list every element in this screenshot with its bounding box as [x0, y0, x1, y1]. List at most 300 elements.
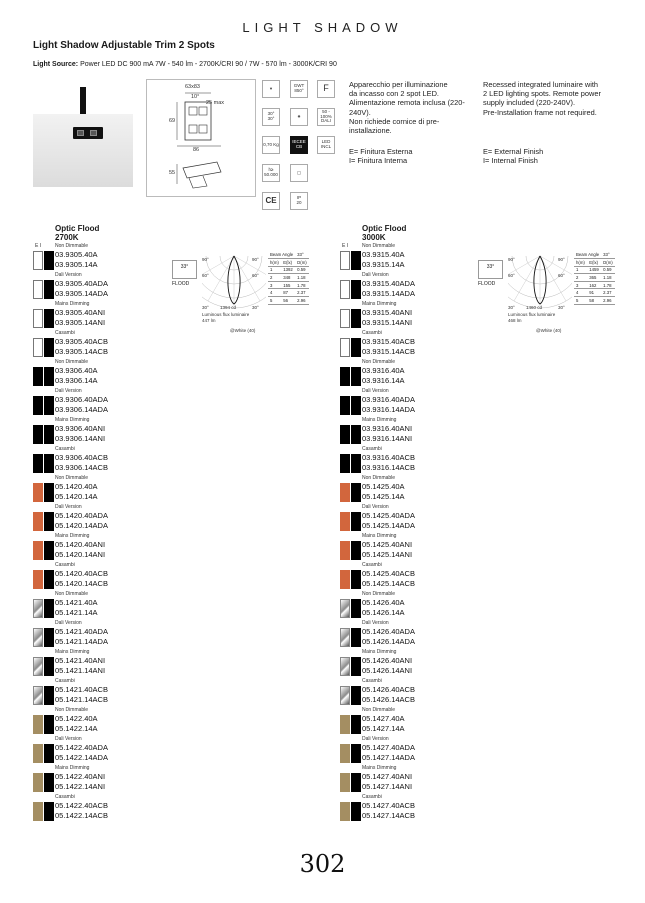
table-row [574, 281, 615, 289]
finish-external-swatch [33, 657, 43, 676]
finish-internal-swatch [44, 454, 54, 473]
light-source-label: Light Source: [33, 61, 79, 68]
angle-60-right: 60° [558, 273, 565, 278]
table-cell: 2.96 [601, 297, 615, 305]
product-code: 05.1426.14ANI [362, 665, 413, 675]
optic-title: Optic Flood [362, 224, 407, 233]
version-label: Mains Dimming [55, 417, 90, 423]
version-label: Mains Dimming [55, 649, 90, 655]
finish-internal-swatch [351, 541, 361, 560]
table-row [268, 297, 309, 305]
product-code: 05.1421.40ANI [55, 656, 106, 665]
version-label: Casambi [55, 678, 75, 684]
version-label: Casambi [362, 562, 382, 568]
finish-external-swatch [340, 454, 350, 473]
version-label: Dali Version [55, 388, 82, 394]
ip-label: IP [296, 195, 302, 201]
product-code: 05.1425.40ANI [362, 540, 413, 549]
finish-internal-swatch [44, 425, 54, 444]
version-label: Non Dimmable [55, 707, 89, 713]
lifetime-icon: h≥ 50.000 [262, 164, 280, 182]
product-code: 05.1420.14ANI [55, 549, 106, 559]
table-cell: 0.59 [601, 266, 615, 274]
product-code: 05.1421.14ANI [55, 665, 106, 675]
product-code: 03.9316.40ANI [362, 424, 413, 433]
version-label: Dali Version [362, 620, 389, 626]
product-code: 05.1426.40ANI [362, 656, 413, 665]
product-code: 03.9316.40A [362, 366, 405, 375]
version-label: Dali Version [55, 272, 82, 278]
finish-internal-swatch [351, 599, 361, 618]
finish-internal-swatch [44, 657, 54, 676]
product-code: 03.9306.40A [55, 366, 98, 375]
technical-drawing [146, 79, 256, 197]
product-code: 05.1422.40ANI [55, 772, 106, 781]
polar-diagram [478, 250, 645, 360]
product-code: 05.1422.40A [55, 714, 98, 723]
version-label: Non Dimmable [55, 243, 89, 249]
version-label: Non Dimmable [362, 243, 396, 249]
optic-title: Optic Flood [55, 224, 100, 233]
finish-external-swatch [340, 541, 350, 560]
version-label: Dali Version [55, 620, 82, 626]
product-code: 03.9306.14ADA [55, 404, 108, 414]
finish-internal-swatch [351, 338, 361, 357]
version-label: Casambi [55, 446, 75, 452]
product-code: 05.1421.14A [55, 607, 98, 617]
cct-title: 2700K [55, 233, 79, 242]
table-row [574, 289, 615, 297]
finish-external-swatch [340, 512, 350, 531]
finish-external-swatch [340, 715, 350, 734]
photo-fixture [73, 127, 103, 139]
angle-30-right: 30° [558, 305, 565, 310]
finish-internal-swatch [44, 715, 54, 734]
table-cell: 4 [268, 289, 281, 297]
beam-tag: 33° [478, 260, 503, 279]
dim-cut: 55 [169, 170, 176, 176]
product-code: 05.1426.14ACB [362, 694, 415, 704]
finish-external-swatch [33, 541, 43, 560]
dim-height: 69 [169, 118, 176, 124]
finish-external-swatch [340, 744, 350, 763]
polar-spoke [514, 256, 540, 301]
product-code: 03.9305.14ANI [55, 317, 106, 327]
finish-external-swatch [33, 686, 43, 705]
table-cell: 1.18 [295, 274, 309, 282]
version-label: Dali Version [55, 736, 82, 742]
product-code: 05.1420.14A [55, 491, 98, 501]
product-code: 05.1420.14ACB [55, 578, 108, 588]
product-code: 05.1426.40A [362, 598, 405, 607]
version-label: Mains Dimming [362, 533, 397, 539]
product-code: 03.9306.14ACB [55, 462, 108, 472]
polar-spoke [540, 256, 566, 301]
beam-angle-row [268, 251, 309, 259]
beam-angle-value: 33° [295, 251, 309, 259]
finish-internal-swatch [44, 251, 54, 270]
product-code: 05.1420.40ANI [55, 540, 106, 549]
product-code: 03.9316.14ADA [362, 404, 415, 414]
version-label: Mains Dimming [55, 765, 90, 771]
product-code: 05.1421.40ACB [55, 685, 108, 694]
finish-external-swatch [33, 425, 43, 444]
version-label: Non Dimmable [362, 707, 396, 713]
angle-a: 30° [267, 111, 275, 117]
product-photo [33, 87, 133, 187]
product-code: 05.1422.40ACB [55, 801, 108, 810]
product-code: 05.1427.14ACB [362, 810, 415, 820]
product-code: 03.9315.14ANI [362, 317, 413, 327]
polar-curve [508, 254, 572, 310]
product-code: 03.9305.40A [55, 250, 98, 259]
finish-legend-en: E= External Finish I= Internal Finish [483, 147, 544, 166]
table-cell: 5 [268, 297, 281, 305]
beam-angle-label: Beam Angle [270, 252, 294, 258]
product-code: 03.9315.40A [362, 250, 405, 259]
table-header-cell: D(m) [297, 259, 307, 265]
product-code: 05.1426.40ADA [362, 627, 415, 636]
finish-external-swatch [340, 628, 350, 647]
table-cell: 3 [574, 281, 587, 289]
version-label: Casambi [55, 562, 75, 568]
product-code: 05.1420.14ADA [55, 520, 108, 530]
adjustable-icon: ✷ [290, 108, 308, 126]
driver-icon: ▢ [290, 164, 308, 182]
angle-90-right: 90° [252, 257, 259, 262]
version-label: Mains Dimming [55, 533, 90, 539]
ip-rating-icon [290, 192, 308, 210]
table-header-cell: h(m) [268, 259, 281, 267]
flux-label: Luminous flux luminaire [202, 312, 250, 317]
version-label: Non Dimmable [55, 475, 89, 481]
finish-external-swatch [33, 802, 43, 821]
finish-internal-swatch [351, 773, 361, 792]
product-code: 03.9316.40ACB [362, 453, 415, 462]
finish-external-swatch [340, 309, 350, 328]
finish-external-swatch [340, 483, 350, 502]
table-header-cell: E(lx) [587, 259, 601, 267]
angle-30-left: 30° [202, 305, 209, 310]
brand-title: LIGHT SHADOW [242, 20, 403, 35]
table-row [268, 274, 309, 282]
finish-internal-swatch [351, 251, 361, 270]
page-number: 302 [299, 850, 346, 878]
version-label: Mains Dimming [55, 301, 90, 307]
version-label: Casambi [362, 330, 382, 336]
finish-external-swatch [33, 309, 43, 328]
finish-internal-swatch [44, 744, 54, 763]
beam-angle-label: Beam Angle [576, 252, 600, 258]
product-code: 05.1426.14A [362, 607, 405, 617]
table-cell: 162 [587, 281, 601, 289]
table-header-cell: E(lx) [281, 259, 295, 267]
table-cell: 348 [281, 274, 295, 282]
flux-label: Luminous flux luminaire [508, 312, 556, 317]
flux-value: 447 lm [202, 318, 216, 323]
description-it: Apparecchio per illuminazione da incasso con 2 spot LED. Alimentazione remota inclusa (220- 240V). Non richiede cornice di pre- installazione. [349, 80, 465, 136]
finish-internal-swatch [351, 570, 361, 589]
product-code: 03.9305.14ACB [55, 346, 108, 356]
product-code: 03.9316.40ADA [362, 395, 415, 404]
table-cell: 1392 [281, 266, 295, 274]
finish-external-swatch [33, 715, 43, 734]
product-code: 05.1426.40ACB [362, 685, 415, 694]
table-header-row [574, 259, 615, 267]
polar-curve [202, 254, 266, 310]
finish-external-swatch [340, 570, 350, 589]
product-code: 05.1427.40ANI [362, 772, 413, 781]
photo-ceiling [33, 114, 133, 187]
product-code: 03.9316.14ANI [362, 433, 413, 443]
finish-ei-header: E I [342, 243, 349, 249]
finish-external-swatch [33, 512, 43, 531]
beam-tag: 33° [172, 260, 197, 279]
product-code: 03.9305.40ANI [55, 308, 106, 317]
light-source [33, 61, 337, 68]
beam-angle-row [574, 251, 615, 259]
product-code: 05.1427.14A [362, 723, 405, 733]
finish-external-swatch [340, 599, 350, 618]
product-code: 03.9306.40ADA [55, 395, 108, 404]
table-cell: 2 [574, 274, 587, 282]
product-code: 03.9306.14ANI [55, 433, 106, 443]
table-cell: 1459 [587, 266, 601, 274]
finish-external-swatch [340, 396, 350, 415]
finish-external-swatch [33, 744, 43, 763]
finish-external-swatch [33, 570, 43, 589]
product-code: 03.9315.40ACB [362, 337, 415, 346]
version-label: Casambi [55, 794, 75, 800]
table-cell: 56 [281, 297, 295, 305]
table-cell: 91 [587, 289, 601, 297]
product-code: 05.1425.14A [362, 491, 405, 501]
table-cell: 155 [281, 281, 295, 289]
table-cell: 1 [268, 266, 281, 274]
product-code: 05.1422.14A [55, 723, 98, 733]
finish-internal-swatch [351, 802, 361, 821]
product-code: 05.1425.40A [362, 482, 405, 491]
version-label: Non Dimmable [362, 359, 396, 365]
finish-internal-swatch [351, 425, 361, 444]
product-code: 03.9316.14ACB [362, 462, 415, 472]
finish-external-swatch [340, 338, 350, 357]
dim-max: 25 max [206, 100, 225, 106]
table-row [268, 289, 309, 297]
led-included-icon: LED INCL [317, 136, 335, 154]
finish-external-swatch [33, 280, 43, 299]
table-cell: 4 [574, 289, 587, 297]
table-cell: 1 [574, 266, 587, 274]
finish-internal-swatch [44, 599, 54, 618]
product-code: 05.1422.40ADA [55, 743, 108, 752]
version-label: Dali Version [362, 272, 389, 278]
version-label: Mains Dimming [362, 301, 397, 307]
product-code: 05.1422.14ACB [55, 810, 108, 820]
dim-top: 63x83 [185, 84, 200, 90]
illuminance-table [268, 251, 309, 305]
product-code: 05.1425.14ANI [362, 549, 413, 559]
product-code: 05.1425.40ADA [362, 511, 415, 520]
finish-internal-swatch [351, 483, 361, 502]
version-label: Mains Dimming [362, 765, 397, 771]
table-row [574, 297, 615, 305]
dimming-icon: 50 - 100% DALI [317, 108, 335, 126]
gwt-icon: GWT 850° [290, 80, 308, 98]
table-cell: 0.59 [295, 266, 309, 274]
finish-external-swatch [33, 599, 43, 618]
product-code: 05.1420.40ADA [55, 511, 108, 520]
finish-internal-swatch [44, 396, 54, 415]
angle-b: 30° [267, 116, 275, 121]
table-header-row [268, 259, 309, 267]
product-code: 03.9306.40ANI [55, 424, 106, 433]
description-en: Recessed integrated luminaire with 2 LED lighting spots. Remote power supply included (220-240V). Pre-Installation frame not required. [483, 80, 601, 117]
table-row [574, 266, 615, 274]
finish-internal-swatch [351, 512, 361, 531]
finish-internal-swatch [44, 512, 54, 531]
table-cell: 2.37 [601, 289, 615, 297]
beam-angle-icon [262, 108, 280, 126]
finish-external-swatch [33, 251, 43, 270]
finish-external-swatch [33, 454, 43, 473]
finish-external-swatch [33, 628, 43, 647]
product-code: 03.9305.14ADA [55, 288, 108, 298]
table-cell: 1.18 [601, 274, 615, 282]
table-row [574, 274, 615, 282]
finish-internal-swatch [44, 686, 54, 705]
angle-60-right: 60° [252, 273, 259, 278]
product-code: 03.9315.14ADA [362, 288, 415, 298]
weight-icon: 0,70 Kg [262, 136, 280, 154]
finish-internal-swatch [351, 657, 361, 676]
version-label: Dali Version [362, 388, 389, 394]
finish-external-swatch [340, 686, 350, 705]
flood-label: FLOOD [172, 281, 190, 287]
table-cell: 3 [268, 281, 281, 289]
table-cell: 2 [268, 274, 281, 282]
ip-value: 20 [296, 200, 302, 205]
finish-external-swatch [340, 802, 350, 821]
product-code: 05.1425.14ADA [362, 520, 415, 530]
product-code: 03.9315.14A [362, 259, 405, 269]
angle-60-left: 60° [202, 273, 209, 278]
white-label: @White (40) [536, 328, 562, 333]
polar-spoke [208, 256, 234, 301]
version-label: Mains Dimming [362, 417, 397, 423]
product-code: 05.1422.14ANI [55, 781, 106, 791]
product-code: 03.9306.14A [55, 375, 98, 385]
product-code: 03.9305.40ADA [55, 279, 108, 288]
finish-internal-swatch [351, 744, 361, 763]
angle-30-right: 30° [252, 305, 259, 310]
product-code: 03.9315.14ACB [362, 346, 415, 356]
product-code: 05.1426.14ADA [362, 636, 415, 646]
finish-internal-swatch [44, 483, 54, 502]
product-code: 03.9315.40ANI [362, 308, 413, 317]
product-code: 03.9316.14A [362, 375, 405, 385]
finish-external-swatch [340, 773, 350, 792]
ce-icon: CE [262, 192, 280, 210]
table-cell: 2.37 [295, 289, 309, 297]
finish-external-swatch [340, 251, 350, 270]
finish-internal-swatch [44, 570, 54, 589]
table-cell: 58 [587, 297, 601, 305]
product-code: 05.1421.14ADA [55, 636, 108, 646]
beam-angle-value: 33° [601, 251, 615, 259]
finish-internal-swatch [351, 280, 361, 299]
iecee-icon: IECEE CB [290, 136, 308, 154]
table-cell: 1.78 [601, 281, 615, 289]
angle-90-left: 90° [508, 257, 515, 262]
product-title: Light Shadow Adjustable Trim 2 Spots [33, 40, 215, 51]
finish-internal-swatch [44, 541, 54, 560]
angle-90-right: 90° [558, 257, 565, 262]
product-code: 05.1421.14ACB [55, 694, 108, 704]
product-code: 03.9305.40ACB [55, 337, 108, 346]
version-label: Non Dimmable [362, 591, 396, 597]
product-code: 05.1427.14ADA [362, 752, 415, 762]
product-code: 05.1420.40A [55, 482, 98, 491]
finish-internal-swatch [44, 773, 54, 792]
polar-spoke [234, 256, 260, 301]
candela-value: 1394 cd [220, 305, 237, 310]
illuminance-grid [268, 251, 309, 305]
version-label: Non Dimmable [362, 475, 396, 481]
table-header-cell: D(m) [603, 259, 613, 265]
light-source-text: Power LED DC 900 mA 7W - 540 lm - 2700K/CRI 90 / 7W - 570 lm - 3000K/CRI 90 [80, 61, 337, 68]
finish-internal-swatch [351, 454, 361, 473]
table-cell: 5 [574, 297, 587, 305]
table-cell: 1.78 [295, 281, 309, 289]
finish-legend-it: E= Finitura Esterna I= Finitura Interna [349, 147, 413, 166]
finish-internal-swatch [44, 309, 54, 328]
angle-30-left: 30° [508, 305, 515, 310]
illuminance-grid [574, 251, 615, 305]
finish-internal-swatch [351, 686, 361, 705]
table-row [268, 266, 309, 274]
version-label: Non Dimmable [55, 359, 89, 365]
version-label: Casambi [362, 446, 382, 452]
product-code: 05.1422.14ADA [55, 752, 108, 762]
finish-external-swatch [33, 483, 43, 502]
version-label: Dali Version [55, 504, 82, 510]
angle-90-left: 90° [202, 257, 209, 262]
finish-internal-swatch [44, 280, 54, 299]
version-label: Casambi [55, 330, 75, 336]
finish-internal-swatch [351, 628, 361, 647]
product-code: 05.1425.14ACB [362, 578, 415, 588]
product-code: 05.1427.40ACB [362, 801, 415, 810]
f-mark-icon: F [317, 80, 335, 98]
version-label: Mains Dimming [362, 649, 397, 655]
product-code: 03.9306.40ACB [55, 453, 108, 462]
finish-external-swatch [340, 280, 350, 299]
downlight-icon: ▾ [262, 80, 280, 98]
product-code: 05.1427.14ANI [362, 781, 413, 791]
flux-value: 468 lm [508, 318, 522, 323]
version-label: Casambi [362, 794, 382, 800]
finish-external-swatch [340, 367, 350, 386]
version-label: Dali Version [362, 736, 389, 742]
finish-external-swatch [340, 657, 350, 676]
product-code: 05.1421.40A [55, 598, 98, 607]
finish-internal-swatch [351, 396, 361, 415]
finish-external-swatch [33, 773, 43, 792]
finish-external-swatch [33, 396, 43, 415]
finish-external-swatch [33, 338, 43, 357]
finish-internal-swatch [44, 367, 54, 386]
